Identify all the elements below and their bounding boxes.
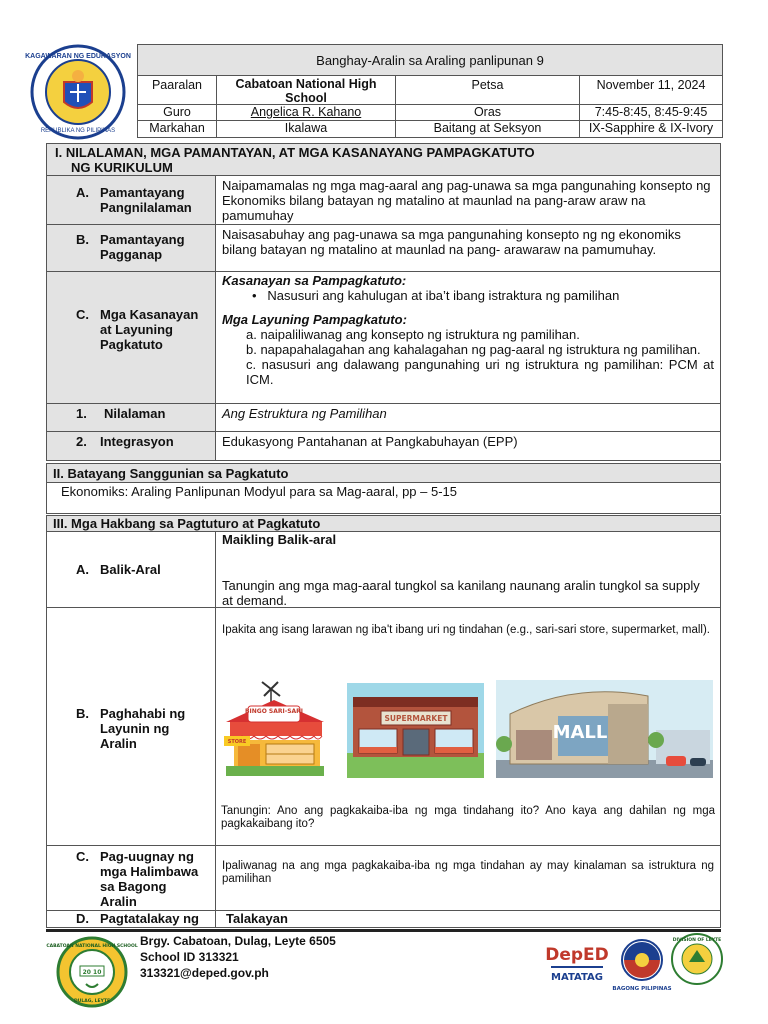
row-integrasyon-label: 2. Integrasyon	[76, 434, 174, 449]
row-c-content: Kasanayan sa Pampagkatuto: • Nasusuri ang kahulugan at iba’t ibang istraktura ng pamilihan Mga Layuning Pampagkatuto: a. naipaliliwanag ang konsepto ng istruktura ng pamilihan. b. napapahalagahan ang kahalagahan ng pag-aaral ng istruktura ng pamilihan. c. nasusuri ang dalawang pangunahing uri ng istruktura ng pamilihan: PCM at ICM.	[215, 271, 721, 404]
svg-text:DULAG, LEYTE: DULAG, LEYTE	[73, 999, 111, 1004]
svg-text:BAGONG PILIPINAS: BAGONG PILIPINAS	[612, 986, 672, 992]
svg-text:BINGO SARI-SARI: BINGO SARI-SARI	[244, 708, 304, 715]
row-a-content: Naipamamalas ng mga mag-aaral ang pag-unawa sa mga pangunahing konsepto ng Ekonomiks bilang batayan ng matalino at maunlad na pang-araw araw na pamumuhay	[215, 175, 721, 225]
svg-text:STORE: STORE	[227, 739, 247, 745]
header-label-baitang: Baitang at Seksyon	[395, 120, 580, 138]
svg-text:20 10: 20 10	[82, 969, 102, 976]
svg-text:SUPERMARKET: SUPERMARKET	[384, 714, 448, 723]
bullet-icon: •	[252, 288, 257, 303]
row-integrasyon-content: Edukasyong Pantahanan at Pangkabuhayan (EPP)	[215, 431, 721, 461]
footer-contact	[140, 933, 400, 985]
header-title-cell	[137, 44, 723, 76]
header-value-teacher: Angelica R. Kahano	[216, 104, 396, 121]
lesson-plan-title: Banghay-Aralin sa Araling panlipunan 9	[316, 53, 544, 68]
svg-text:REPUBLIKA NG PILIPINAS: REPUBLIKA NG PILIPINAS	[40, 128, 116, 134]
row-paghahabi-label: B. Paghahabi ng Layunin ng Aralin	[76, 706, 186, 751]
footer-email: 313321@deped.gov.ph	[140, 966, 269, 980]
section2-content: Ekonomiks: Araling Panlipunan Modyul para sa Mag-aaral, pp – 5-15	[46, 482, 721, 514]
row-paghahabi-content: Ipakita ang isang larawan ng iba't ibang uri ng tindahan (e.g., sari-sari store, supermarket, mall).	[215, 607, 721, 846]
footer-school-id: School ID 313321	[140, 950, 239, 964]
section2-heading: II. Batayang Sanggunian sa Pagkatuto	[46, 463, 721, 483]
row-c-label: C. Mga Kasanayan at Layuning Pagkatuto	[76, 307, 199, 352]
svg-text:CABATOAN NATIONAL HIGH SCHOOL: CABATOAN NATIONAL HIGH SCHOOL	[46, 944, 138, 949]
sari-sari-store-image	[222, 680, 328, 778]
row-pag-uugnay-label: C. Pag-uugnay ng mga Halimbawa sa Bagong Aralin	[76, 849, 199, 909]
header-value-section: IX-Sapphire & IX-Ivory	[579, 120, 723, 138]
svg-text:KAGAWARAN NG EDUKASYON: KAGAWARAN NG EDUKASYON	[25, 53, 131, 60]
header-label-guro: Guro	[137, 104, 217, 121]
row-nilalaman-content: Ang Estruktura ng Pamilihan	[215, 403, 721, 432]
row-pagtatalakay-content: Talakayan	[215, 910, 721, 928]
svg-text:MALL: MALL	[552, 722, 608, 743]
row-a-label: A. Pamantayang Pangnilalaman	[76, 185, 192, 215]
row-balik-aral-label: A. Balik-Aral	[76, 562, 161, 577]
school-seal	[46, 936, 138, 1008]
division-leyte-seal	[670, 932, 724, 986]
footer-address: Brgy. Cabatoan, Dulag, Leyte 6505	[140, 934, 336, 948]
row-b-label: B. Pamantayang Pagganap	[76, 232, 185, 262]
row-pag-uugnay-content: Ipaliwanag na ang mga pagkakaiba-iba ng mga tindahan ay may kinalaman sa istruktura ng pamilihan	[215, 845, 721, 911]
row-b-content: Naisasabuhay ang pag-unawa sa mga pangunahing konsepto ng ng ekonomiks bilang batayan ng matalino at maunlad na pang- arawaraw na pamumuhay.	[215, 224, 721, 272]
row-pagtatalakay-label: D. Pagtatalakay ng	[76, 911, 199, 926]
header-value-quarter: Ikalawa	[216, 120, 396, 138]
header-label-markahan: Markahan	[137, 120, 217, 138]
header-value-time: 7:45-8:45, 8:45-9:45	[579, 104, 723, 121]
footer-divider	[46, 929, 721, 932]
supermarket-image	[347, 683, 484, 778]
header-value-date: November 11, 2024	[579, 75, 723, 105]
svg-text:DepED: DepED	[545, 945, 609, 965]
bagong-pilipinas-logo	[614, 936, 670, 994]
header-value-school: Cabatoan National High School	[216, 75, 396, 105]
mall-image	[496, 680, 713, 778]
svg-text:MATATAG: MATATAG	[551, 972, 603, 983]
row-nilalaman-label: 1. Nilalaman	[76, 406, 166, 421]
section1-heading: I. NILALAMAN, MGA PAMANTAYAN, AT MGA KASANAYANG PAMPAGKATUTO NG KURIKULUM	[46, 143, 721, 176]
row-balik-aral-content: Maikling Balik-aral Tanungin ang mga mag-aaral tungkol sa kanilang naunang aralin tungkol sa supply at demand.	[215, 531, 721, 608]
paghahabi-question: Tanungin: Ano ang pagkakaiba-iba ng mga tindahang ito? Ano kaya ang dahilan ng mga pagkakaibang ito?	[221, 805, 715, 830]
svg-text:DIVISION OF LEYTE: DIVISION OF LEYTE	[672, 938, 722, 943]
deped-matatag-logo	[545, 936, 609, 992]
header-label-paaralan: Paaralan	[137, 75, 217, 105]
header-label-petsa: Petsa	[395, 75, 580, 105]
header-label-oras: Oras	[395, 104, 580, 121]
deped-seal	[20, 44, 136, 140]
section3-heading: III. Mga Hakbang sa Pagtuturo at Pagkatuto	[46, 515, 721, 532]
